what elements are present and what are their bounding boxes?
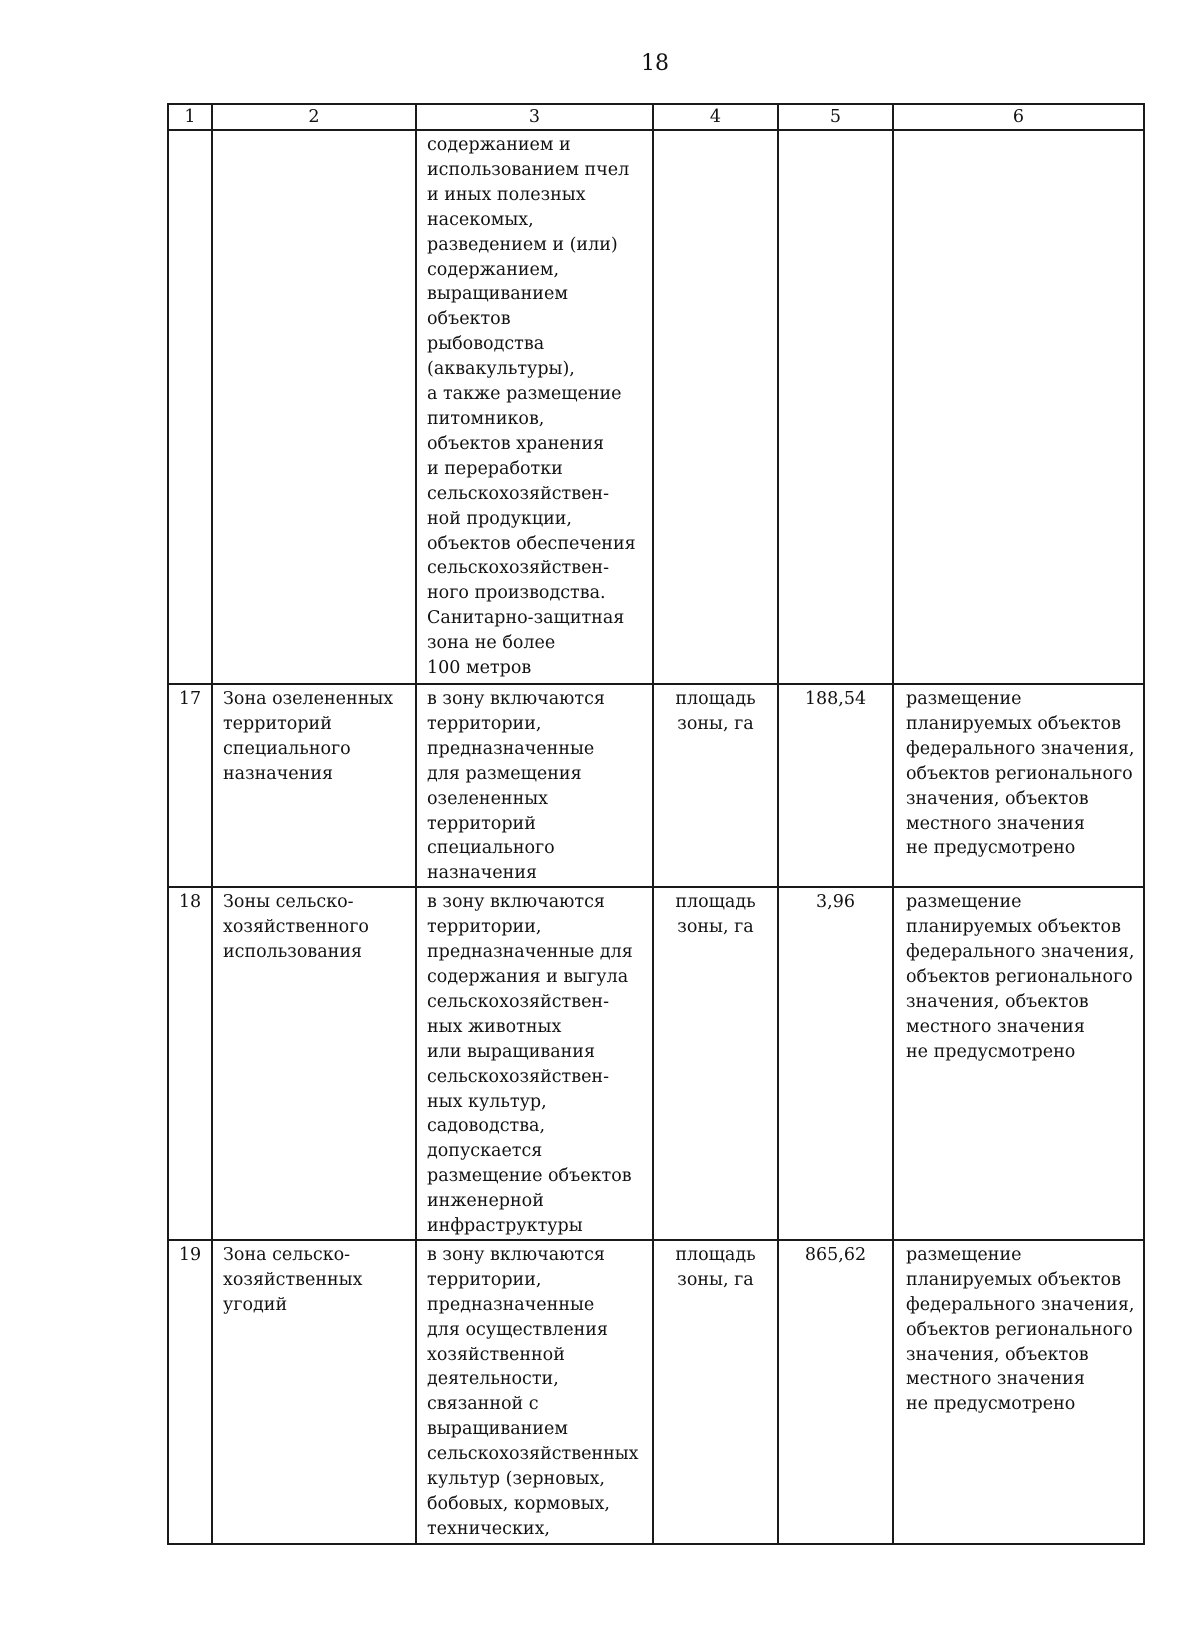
- zone-name-cell: Зоны сельско- хозяйственного использования: [212, 887, 416, 1240]
- header-col-1: 1: [168, 104, 212, 130]
- row-number-cell: 18: [168, 887, 212, 1240]
- header-col-5: 5: [778, 104, 893, 130]
- header-col-4: 4: [653, 104, 778, 130]
- value-cell: 865,62: [778, 1240, 893, 1544]
- row-number-cell: 19: [168, 1240, 212, 1544]
- zones-table: [167, 103, 1145, 1545]
- zone-description-cell: в зону включаются территории, предназначенные для размещения озелененных территорий специального назначения: [416, 684, 653, 887]
- zone-description-cell: в зону включаются территории, предназначенные для осуществления хозяйственной деятельности, связанной с выращиванием сельскохозяйственных культур (зерновых, бобовых, кормовых, технических,: [416, 1240, 653, 1544]
- parameter-cell: площадь зоны, га: [653, 1240, 778, 1544]
- zone-name-cell: Зона сельско- хозяйственных угодий: [212, 1240, 416, 1544]
- zone-description-cell: содержанием и использованием пчел и иных полезных насекомых, разведением и (или) содержанием, выращиванием объектов рыбоводства (аквакультуры), а также размещение питомников, объектов хранения и переработки сельскохозяйствен- ной продукции, объектов обеспечения сельскохозяйствен- ного производства. Санитарно-защитная зона не более 100 метров: [416, 130, 653, 684]
- header-col-6: 6: [893, 104, 1144, 130]
- row-number-cell: [168, 130, 212, 684]
- zone-name-cell: Зона озелененных территорий специального назначения: [212, 684, 416, 887]
- note-cell: размещение планируемых объектов федерального значения, объектов регионального значения, объектов местного значения не предусмотрено: [893, 887, 1144, 1240]
- header-col-2: 2: [212, 104, 416, 130]
- page-number: 18: [641, 51, 669, 76]
- zone-name-cell: [212, 130, 416, 684]
- parameter-cell: [653, 130, 778, 684]
- table-row: [168, 130, 1144, 684]
- note-cell: размещение планируемых объектов федерального значения, объектов регионального значения, объектов местного значения не предусмотрено: [893, 684, 1144, 887]
- value-cell: 3,96: [778, 887, 893, 1240]
- parameter-cell: площадь зоны, га: [653, 887, 778, 1240]
- note-cell: [893, 130, 1144, 684]
- row-number-cell: 17: [168, 684, 212, 887]
- header-col-3: 3: [416, 104, 653, 130]
- table-row: [168, 1240, 1144, 1544]
- note-cell: размещение планируемых объектов федерального значения, объектов регионального значения, объектов местного значения не предусмотрено: [893, 1240, 1144, 1544]
- parameter-cell: площадь зоны, га: [653, 684, 778, 887]
- table-header-row: [168, 104, 1144, 130]
- value-cell: [778, 130, 893, 684]
- zone-description-cell: в зону включаются территории, предназначенные для содержания и выгула сельскохозяйствен- ных животных или выращивания сельскохозяйствен- ных культур, садоводства, допускается размещение объектов инженерной инфраструктуры: [416, 887, 653, 1240]
- table-row: [168, 684, 1144, 887]
- table-row: [168, 887, 1144, 1240]
- value-cell: 188,54: [778, 684, 893, 887]
